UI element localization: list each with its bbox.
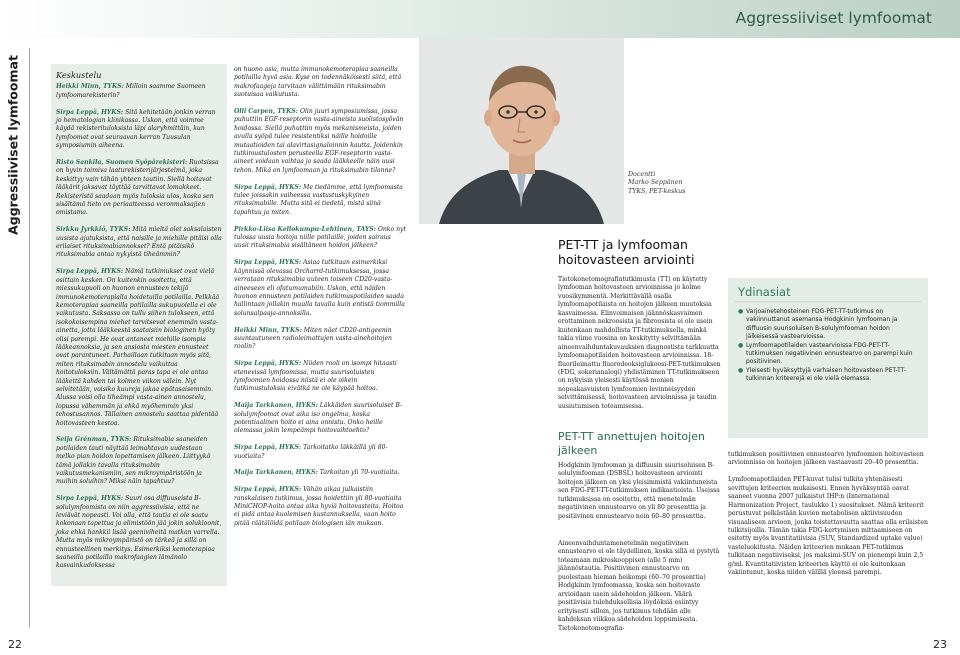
page-number-left: 22	[8, 638, 22, 651]
running-header-title: Aggressiiviset lymfoomat	[735, 9, 932, 27]
key-points-box	[728, 278, 928, 438]
speech-text: Läkkäiden suurisoluiset B-solulymfoomat ovat aika iso ongelma, koska potentiaalinen hoito ei aina onnistu. Onko heille olemassa jokin lempeämpi hoitovaihtoehto?	[234, 402, 403, 435]
speech-text: Tarkoitatko läkkäillä yli 80-vuotiaita?	[234, 444, 388, 460]
bullet-icon: ●	[738, 366, 744, 374]
speaker-name: Sirpa Leppä, HYKS:	[56, 108, 124, 116]
discussion-panel	[51, 64, 227, 586]
speaker-name: Sirpa Leppä, HYKS:	[234, 486, 302, 494]
speaker-name: Maija Tarkkanen, HYKS:	[234, 402, 318, 410]
side-divider	[29, 48, 30, 628]
column2-paragraph	[234, 444, 406, 461]
speaker-name: Pirkko-Liisa Kellokumpu-Lehtinen, TAYS:	[234, 225, 376, 233]
speech-text: Milloin saamme Suomeen lymfoomarekisterin?	[56, 83, 206, 99]
photo-caption	[628, 171, 728, 196]
article-column-right	[728, 451, 928, 586]
speech-text: on huono asia, mutta immunokemoterapiaa saaneilla potilailla hyvä asia. Kyse on todennäköisesti siitä, että makrofaageja tarvitaan välittämään rituksimabin suotuisaa vaikutusta.	[234, 66, 402, 99]
bullet-icon: ●	[738, 308, 744, 315]
key-point	[738, 342, 924, 367]
column2-paragraph	[234, 360, 406, 394]
column2-paragraph	[234, 486, 406, 528]
right-paragraph-2: Lymfoomapotilaiden PET-kuvat tulisi tulkita yhtenäisesti sovittujen kriteerien mukaisesti. Ennen hyväksyntää oavat saaneet vuonna 2007 julkaistut IHP:n (International Harmonization Project, taulukko 1) suositukset. Nämä kriteerit perustuvat pelkästään kuvien metabolisen aktiivisuuden visuaaliseen arvioon, jonka toistettavuutta saattaa olla erilaisten tulkitsijoilla. Tämän takia FDG-kertymisen mittaamiseen on esitetty myös kvantitatiivisia (SUV, Standardized uptake value) vasteluokitusta. Näiden kriteerien mukaan PET-tutkimus tulkitaan negatiiviseksi, jos maksimi-SUV on pienempi kuin 2,5 g/ml. Kvantitatiivisten kriteerien käyttö ei ole kuitenkaan vakiintunut, koska niiden välillä yleensä parempi.	[728, 476, 928, 577]
speech-text: Sitä kehitetään jonkin verran jo hematologian klinikassa. Uskon, että voimme käydä rekisterituloksista läpi alaryhmittäin, kun lymfoomat ovat seuraavan kerran Tuusulan symposiumin aiheena.	[56, 108, 216, 150]
discussion-body	[51, 64, 227, 571]
speaker-name: Sirpa Leppä, HYKS:	[234, 444, 302, 452]
column2-paragraph	[234, 259, 406, 318]
speech-text: Mitä mieltä olet saksalaisten uusista ajatuksista, että naisille ja miehille pitäisi olla erilaiset rituksimabiannokset? Entä pitäisikö rituksimabia antaa nykyistä tiheämmin?	[56, 226, 222, 259]
speaker-name: Risto Sankila, Suomen Syöpärekisteri:	[56, 159, 188, 167]
article-subheading: PET-TT annettujen hoitojen jälkeen	[558, 430, 705, 457]
speech-text: Tarkoitan yli 70-vuotiaita.	[317, 469, 400, 477]
key-points-divider	[735, 301, 921, 302]
discussion-heading: Keskustelu	[56, 70, 102, 80]
article-heading: PET-TT ja lymfooman hoitovasteen arviointi	[558, 237, 695, 267]
column2-paragraph	[234, 402, 406, 436]
speaker-name: Heikki Minn, TYKS:	[234, 326, 302, 334]
caption-title: Docentti	[628, 171, 656, 178]
speech-text: Asiaa tutkitaan esimerkiksi käynnissä olevassa Orcharrd-tutkimuksessa, jossa verrataan rituksimabia uuteen toiseen CD20-vasta-aineeseen eli ofatumumabiin. Uskon, että näiden huonon ennusteen potilaiden tutkimuspotilaiden saada hallintaan jollakin muulla tavalla kuin entistä tiommilla solunsalpaaja-annoksilla.	[234, 259, 405, 317]
article-paragraph-3: Aineenvaihduntamenetelmän negatiivinen ennustearvo ei ole täydellinen, koska sillä ei pystytä toteamaan mikroskooppisen (alle 5 mm) jäännöstautia. Positiivinen ennustearvo on puolestaan hieman heikompi (60–70 prosenttia) Hodgkinin lymfoomassa, koska sen hoitovaste arvioidaan usein sädehoidon jälkeen. Väärä positiivisia tulehduksellisia löydöksiä esiintyy erityisesti silloin, jos tutkimus tehdään alle kahdeksan viikkoa sädehoidon loppumisesta. Tietokonetomografia-	[558, 540, 720, 632]
key-point-text: Varjoainetehosteinen FDG-PET-TT-tutkimus on vakiinnuttanut asemansa Hodgkinin lymfooman ja diffuusin suurisoluisen B-solulymfooman hoidon jälkeisessä vastearvioissa.	[746, 308, 898, 341]
bullet-icon: ●	[738, 341, 744, 349]
article-paragraph-2: Hodgkinin lymfooman ja diffuusin suurisoluisen B-solulymfooman (DSBSL) hoitovasteen arviointi hoitojen jälkeen on yksi yleisimmistä vakiintuneista sen FDG-PET-TT-tutkimuksen indikaatioista. Useissa tutkimuksissa on osoitettu, että menetelmän negatiivinen ennustearvo on yli 80 prosenttia ja positiivinen ennustearvo noin 60–80 prosenttia.	[558, 462, 720, 520]
side-section-label	[5, 55, 21, 235]
discussion-paragraph	[56, 495, 222, 571]
column2-paragraph	[234, 226, 406, 251]
column2-paragraph	[234, 327, 406, 352]
caption-name: Marko Seppänen	[628, 179, 683, 187]
speech-text: Niiden rooli on isompi hitaasti etenevissä lymfoomissa, mutta suurisoluisten lymfoomien hoidossa niistä ei ole oikein tutkimustuloksia eivätkä ne ole käypää hoitoa.	[234, 360, 397, 393]
speech-text: Ruotsissa on hyvin toimiva laaturekisterijärjestelmä, joka keskittyy vain tähän yhteen tautiin. Siellä hoitavat lääkärit jaksavat täyttää tarvittavat lomakkeet. Rekisteristä saadaan myös tuloksia ulos, koska sen sisältämä tieto on periaatteessa veronmaksajien omistama.	[56, 159, 219, 217]
speaker-name: Sirpa Leppä, HYKS:	[56, 495, 124, 503]
discussion-paragraph	[56, 159, 222, 218]
speaker-name: Heikki Minn, TYKS:	[56, 83, 124, 91]
speaker-name: Sirpa Leppä, HYKS:	[234, 360, 302, 368]
speech-text: Rituksimabia saaneiden potilaiden tauti näyttää leimahtavan uudestaan melko pian hoidon lopettamisen jälkeen. Liittyykö tämä jollakin tavalla rituksimabin vaikutusmekanismiin, sen mikroympäristöön ja muihin soluihin? Miksi näin tapahtuu?	[56, 436, 211, 486]
discussion-paragraph	[56, 268, 222, 428]
caption-org: TYKS, PET-keskus	[628, 187, 686, 195]
column2-paragraph	[234, 66, 406, 100]
key-point	[738, 367, 924, 384]
speech-text: Nämä tutkimukset ovat vielä osittain kesken. On kuitenkin osoitettu, että miessukupuoli on huonon ennusteen tekijä immunokemoterapialla hoidetuilla potilailla. Pelkkää kemoterapiaa saaneilla potilailla sukupuolella ei ole vaikutusta. Saksassa on tullu siihen tulokseen, että isokokoisempina miehet tarvitsevat enemmän vasta-ainetta, jotta lääkkeestä saataisiin biologinen hyöty olisi parempi. He ovat antaneet miehille isompia lääkeannoksia, ja sen ansiosta miesten ennusteet ovat parantuneet. Parhaillaan tutkitaan myös sitä, miten rituksimabin annostelu vaikuttaa hoitotuloksiin. Vältämättä paras tapa ei ole antaa lääkettä kahden tai kolmen viikon välein. Nyt selvitetään, voisiko kuureja jakaa epätasaisemmin. Alussa voisi olla tiheämpi vasta-ainen annostelu, lopussa vähemmän ja ehkä myöhemmin yksi tehostusannos. Tällainen annostelu saattaa pidentää hoitovasteen kestoa.	[56, 268, 220, 427]
portrait-illustration	[419, 38, 624, 224]
key-point-text: Lymfoomapotilaiden vastearvioissa FDG-PET-TT-tutkimuksen negatiivinen ennustearvo on parempi kuin positiivinen.	[746, 341, 913, 366]
speaker-name: Olli Carpen, TYKS:	[234, 108, 299, 116]
speech-text: Onko nyt tulossa uusia hoitoja niille potilaille, joiden sairaus uusii rituksimabia sisältäneen hoidon jälkeen?	[234, 225, 406, 250]
discussion-paragraph	[56, 226, 222, 260]
column2-paragraph	[234, 184, 406, 218]
speech-text: Suuri osa diffuuseista B-solulymfoomista on niin aggressiivisia, että ne leviävät nopeasti. Voi olla, että tautia ei ole saatu kokonaan tapettua ja elimistöön jää jokin solukloonit, joka ehkä hankkii lisää geeniviheitä matkan varrella. Mutta myös mikroympäristö on tärkeä ja sillä on ennusteellinen merkitys. Esimerkiksi kemoterapiaa saaneilla potilailla makrofaagien lämänolo kasvainkudoksessa	[56, 495, 222, 570]
speaker-name: Sirpa Leppä, HYKS:	[234, 259, 302, 267]
speaker-name: Maija Tarkkanen, HYKS:	[234, 469, 318, 477]
side-label-text: Aggressiiviset lymfoomat	[5, 55, 21, 235]
speaker-name: Sirpa Leppä, HYKS:	[234, 183, 302, 191]
speech-text: Miten näet CD20-antigeenin suuntautuneen radioleimattujen vasta-ainehoitojen roolin?	[234, 326, 392, 351]
key-point-text: Yleisesti hyväksyttyjä varhaisen hoitovasteen PET-TT-tulkinnan kriteerejä ei ole vielä olemassa.	[746, 366, 907, 383]
key-points-list	[738, 308, 924, 384]
portrait-photo	[419, 38, 624, 224]
column2-paragraph	[234, 108, 406, 175]
speech-text: Olin juuri symposiumissa, jossa puhuttiin EGF-reseptorin vasta-aineista suolistosyövän hoidossa. Siellä puhuttiin myös mekanismeista, joiden avulla syöpä tulee resistentiksi näille hoidoille mutaatioiden tai alavirtasignaloinnin kautta. Joidenkin tutkimustulosten perusteella EGF-reseptorin vasta-aineet voidaan vaihtaa ja saada lääkkeelle näin uusi tehon. Mikä on lymfoomaan ja rituksimabin tilanne?	[234, 108, 404, 174]
key-point	[738, 308, 924, 342]
speaker-name: Seija Grénman, TYKS:	[56, 436, 132, 444]
right-paragraph-1: tutkimuksen positiivinen ennustearvo lymfoomien hoitovasteen arvioinnissa on hoitojen jälkeen vastaavasti 20–40 prosenttia.	[728, 451, 924, 467]
discussion-paragraph	[56, 436, 222, 486]
column2-paragraph	[234, 469, 406, 477]
discussion-paragraph	[56, 83, 222, 100]
key-points-title: Ydinasiat	[738, 285, 791, 299]
page-number-right: 23	[933, 638, 947, 651]
discussion-paragraph	[56, 109, 222, 151]
speaker-name: Sirkku Jyrkkiö, TYKS:	[56, 226, 131, 234]
article-intro: Tietokonetomografiatutkimusta (TT) on käytetty lymfooman hoitovasteen arvioinnissa jo kolme vuosikymmentä. Merkittävällä osalla lymfoomapotilaista on hoitojen jälkeen muutoksia kasvaimessa. Elinvoimaisen jäännöskasvaimen erottaminen nekroosista ja fibroosista ei ole usein kuitenkaan mahdollista TT-tutkimuksella, minkä takia viime vuosina on keskitytty selvittämään aineenvaihduntakuvauksien diagnostista tarkkuutta lymfoomapotilaiden hoitovasteen arvioinnissa. 18-fluorileimattu fluorodeoksiglukoosi-PET-tutkimuksen (FDG, sokerianalogi) yhdistäminen TT-tutkimukseen on nykyisin yleisesti käytössä monien nopeakasvuisten lymfoomien levinneisyyden selvittämisessä, hoitovasteen arvioinnissa ja taudin uusiutumisen toteamisessa.	[558, 276, 721, 410]
header-band	[0, 0, 960, 38]
discussion-column-2	[234, 66, 406, 537]
speech-text: Me tiedämme, että lymfoomasta tulee joissakin vaiheessa vastustuskykyinen rituksimabille. Mutta sitä ei tiedetä, mistä siinä tapahtuu ja miten.	[234, 183, 403, 216]
speaker-name: Sirpa Leppä, HYKS:	[56, 268, 124, 276]
speech-text: Vähän aikaa julkaistiin ranskalaisen tutkimus, jossa hoidettiin yli 80-vuotiaita MiniCHOP-hoito antaa aika hyviä hoitovasteita. Hoitoa ei pidä antaa kuolemisen kustannuksella, vaan hoito pitää räätälöidä potilaan biologisen iän mukaan.	[234, 486, 404, 527]
